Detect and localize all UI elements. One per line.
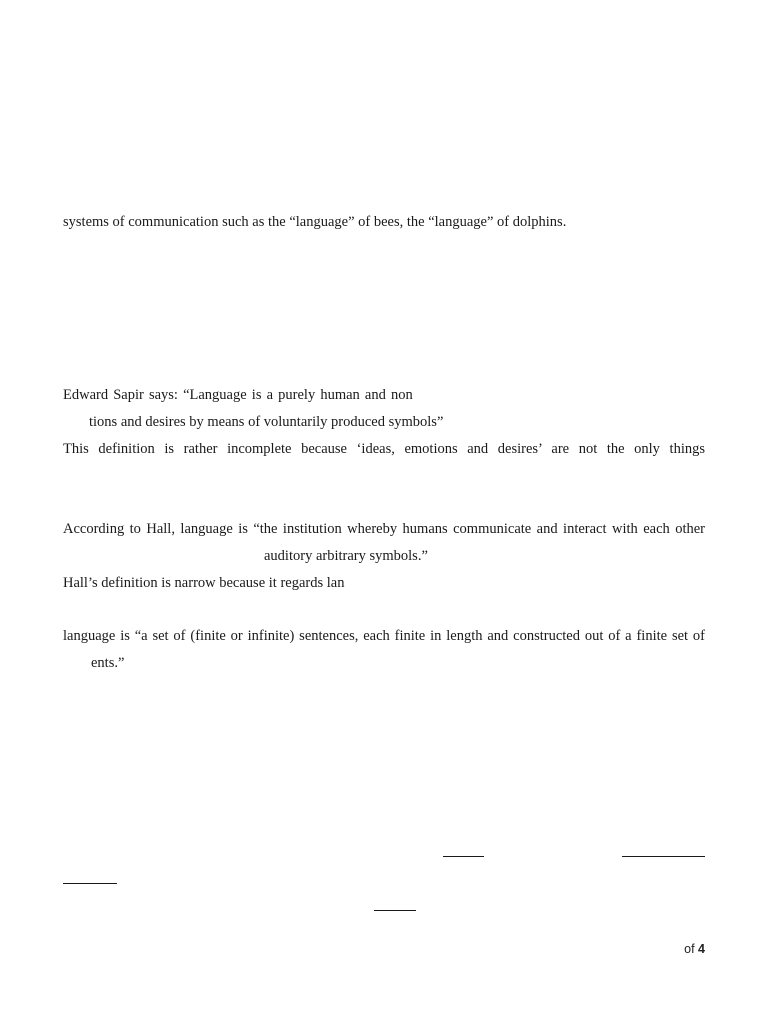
text-line-sentences-definition: language is “a set of (finite or infinite) sentences, each finite in length and constructed out of a finite set of — [63, 628, 705, 644]
underline-rule — [374, 910, 416, 911]
text-line-sapir-continuation: tions and desires by means of voluntarily produced symbols” — [89, 414, 444, 430]
text-line-sapir-quote: Edward Sapir says: “Language is a purely human and non — [63, 387, 413, 403]
page-total: 4 — [698, 942, 705, 956]
underline-rule — [443, 856, 484, 857]
text-line-hall-definition: According to Hall, language is “the institution whereby humans communicate and interact with each other — [63, 521, 705, 537]
text-line-hall-narrow: Hall’s definition is narrow because it regards lan — [63, 575, 345, 591]
text-line-definition-incomplete: This definition is rather incomplete because ‘ideas, emotions and desires’ are not the only things — [63, 441, 705, 457]
page-of-label: of — [684, 942, 695, 956]
text-line-hall-continuation: auditory arbitrary symbols.” — [264, 548, 428, 564]
text-line-sentences-continuation: ents.” — [91, 655, 125, 671]
underline-rule — [622, 856, 705, 857]
text-line-bees-dolphins: systems of communication such as the “language” of bees, the “language” of dolphins. — [63, 214, 567, 230]
underline-rule — [63, 883, 117, 884]
page-number — [684, 942, 705, 956]
